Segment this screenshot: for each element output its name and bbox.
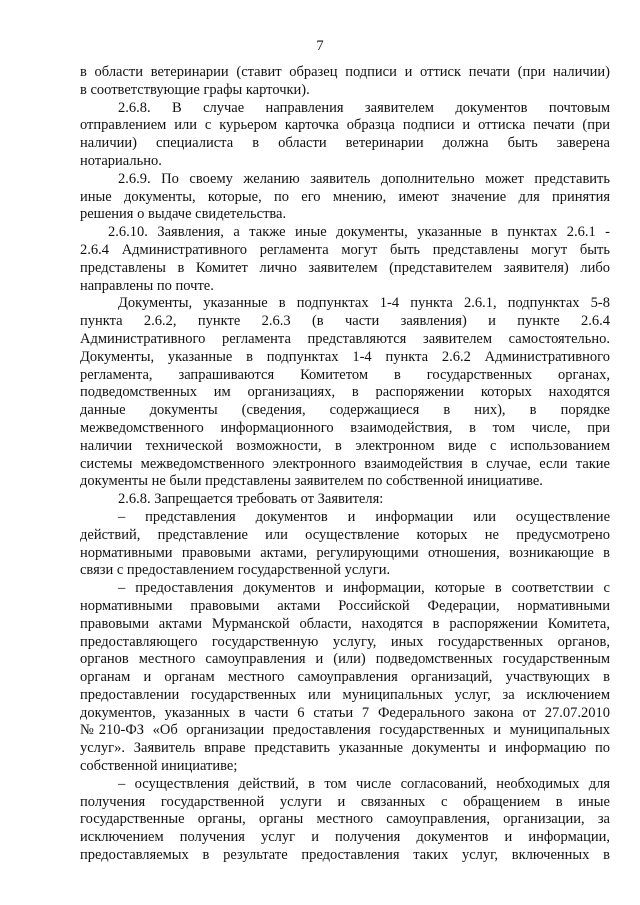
text-line: в соответствующие графы карточки). xyxy=(80,81,310,98)
text-line: иные документы, которые, по его мнению, имеют значение для принятия xyxy=(80,188,610,205)
text-line: документов, указанных в части 6 статьи 7 Федерального закона от 27.07.2010 xyxy=(80,704,610,721)
document-body xyxy=(80,64,610,865)
text-line: нормативными правовыми актами Российской Федерации, нормативными xyxy=(80,597,610,614)
text-line: наличии) специалиста в области ветеринарии должна быть заверена xyxy=(80,135,610,152)
text-line: услуг». Заявитель вправе представить указанные документы и информацию по xyxy=(80,740,610,757)
text-line: направлены по почте. xyxy=(80,277,214,294)
text-line: 2.6.8. Запрещается требовать от Заявителя: xyxy=(118,491,384,508)
text-line: связи с предоставлением государственной услуги. xyxy=(80,562,391,579)
text-line: органам и органам местного самоуправления организаций, участвующих в xyxy=(80,669,610,686)
text-line: нотариально. xyxy=(80,152,162,169)
text-line: правовыми актами Мурманской области, находятся в распоряжении Комитета, xyxy=(80,615,610,632)
text-line: действий, представление или осуществление которых не предусмотрено xyxy=(80,526,610,543)
text-line: в области ветеринарии (ставит образец подписи и оттиск печати (при наличии) xyxy=(80,64,610,80)
text-line: пункта 2.6.2, пункте 2.6.3 (в части заявления) и пункте 2.6.4 xyxy=(80,313,610,330)
text-line: наличии технической возможности, в электронном виде с использованием xyxy=(80,437,610,454)
text-line: – предоставления документов и информации, которые в соответствии с xyxy=(118,580,610,597)
text-line: 2.6.8. В случае направления заявителем документов почтовым xyxy=(118,99,610,116)
text-line: системы межведомственного электронного взаимодействия в случае, если такие xyxy=(80,455,610,472)
text-line: 2.6.4 Административного регламента могут быть представлены могут быть xyxy=(80,241,610,258)
text-line: представлены в Комитет лично заявителем (представителем заявителя) либо xyxy=(80,259,610,276)
text-line: предоставляемых в результате предоставления таких услуг, включенных в xyxy=(80,847,610,864)
text-line: отправлением или с курьером карточка образца подписи и оттиска печати (при xyxy=(80,117,610,134)
text-line: получения государственной услуги и связанных с обращением в иные xyxy=(80,793,610,810)
text-line: подведомственных им организациях, в распоряжении которых находятся xyxy=(80,384,610,401)
text-line: 2.6.10. Заявления, а также иные документы, указанные в пунктах 2.6.1 - xyxy=(108,224,610,241)
text-line: регламента, запрашиваются Комитетом в государственных органах, xyxy=(80,366,610,383)
text-line: государственные органы, органы местного самоуправления, организации, за xyxy=(80,811,610,828)
text-line: исключением получения услуг и получения документов и информации, xyxy=(80,829,610,846)
text-line: Административного регламента представляются заявителем самостоятельно. xyxy=(80,330,610,347)
text-line: Документы, указанные в подпунктах 1-4 пункта 2.6.2 Административного xyxy=(80,348,610,365)
text-line: собственной инициативе; xyxy=(80,758,238,775)
text-line: органов местного самоуправления и (или) подведомственных государственным xyxy=(80,651,610,668)
text-line: предоставлении государственных или муниципальных услуг, за исключением xyxy=(80,686,610,703)
text-line: данные документы (сведения, содержащиеся в них), в порядке xyxy=(80,402,610,419)
text-line: Документы, указанные в подпунктах 1-4 пункта 2.6.1, подпунктах 5-8 xyxy=(118,295,610,312)
text-line: предоставляющего государственную услугу, иных государственных органов, xyxy=(80,633,610,650)
text-line: – представления документов и информации или осуществление xyxy=(118,508,610,525)
text-line: №210-ФЗ «Об организации предоставления государственных и муниципальных xyxy=(80,722,610,739)
text-line: – осуществления действий, в том числе согласований, необходимых для xyxy=(118,775,610,792)
text-line: нормативными правовыми актами, регулирующими отношения, возникающие в xyxy=(80,544,610,561)
text-line: 2.6.9. По своему желанию заявитель дополнительно может представить xyxy=(118,170,610,187)
text-line: решения о выдаче свидетельства. xyxy=(80,206,287,223)
text-line: документы не были представлены заявителем по собственной инициативе. xyxy=(80,473,543,490)
text-line: межведомственного информационного взаимодействия, в том числе, при xyxy=(80,419,610,436)
page-number: 7 xyxy=(316,38,324,54)
